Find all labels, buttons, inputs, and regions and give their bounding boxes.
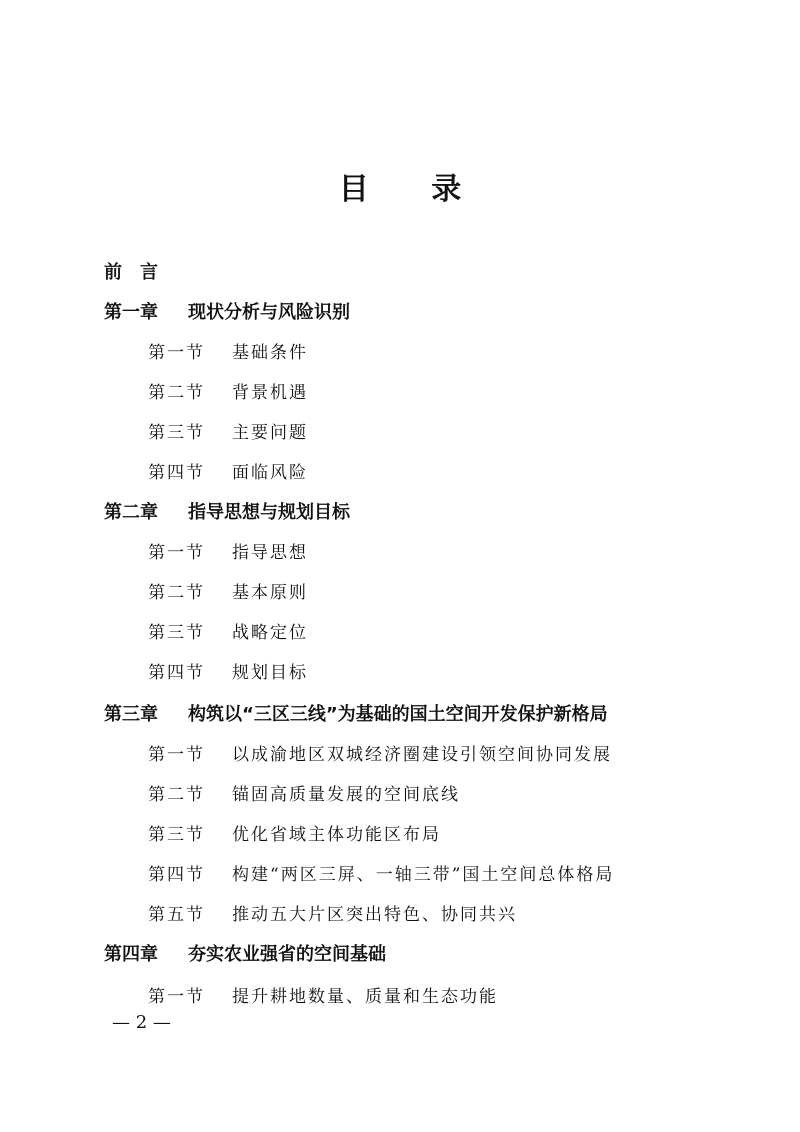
toc-chapter (104, 298, 350, 324)
section-label: 第五节 (148, 905, 205, 925)
section-label: 第一节 (148, 745, 205, 765)
section-label: 第二节 (148, 583, 205, 603)
toc-section (148, 740, 612, 765)
section-title: 基本原则 (232, 583, 308, 603)
toc-section (148, 780, 460, 805)
chapter-title: 构筑以“三区三线”为基础的国土空间开发保护新格局 (188, 704, 608, 725)
toc-preface-label: 前 言 (104, 262, 158, 283)
section-title: 主要问题 (232, 423, 308, 443)
section-title: 指导思想 (232, 543, 308, 563)
section-title: 构建“两区三屏、一轴三带”国土空间总体格局 (232, 865, 615, 885)
section-label: 第三节 (148, 423, 205, 443)
page-number: — 2 — (112, 1012, 171, 1033)
toc-section (148, 860, 614, 885)
section-label: 第四节 (148, 865, 205, 885)
section-title: 背景机遇 (232, 383, 308, 403)
chapter-title: 夯实农业强省的空间基础 (188, 944, 386, 965)
section-label: 第二节 (148, 785, 205, 805)
section-title: 基础条件 (232, 343, 308, 363)
section-title: 规划目标 (232, 663, 308, 683)
toc-chapter (104, 940, 386, 966)
chapter-label: 第三章 (104, 704, 158, 725)
toc-section (148, 338, 308, 363)
toc-section (148, 982, 498, 1007)
toc-section (148, 538, 308, 563)
chapter-label: 第四章 (104, 944, 158, 965)
section-title: 锚固高质量发展的空间底线 (232, 785, 460, 805)
section-label: 第一节 (148, 987, 205, 1007)
section-label: 第四节 (148, 663, 205, 683)
toc-section (148, 578, 308, 603)
toc-section (148, 378, 308, 403)
chapter-title: 现状分析与风险识别 (188, 302, 350, 323)
toc-chapter (104, 498, 350, 524)
section-title: 优化省域主体功能区布局 (232, 825, 441, 845)
section-label: 第一节 (148, 543, 205, 563)
section-label: 第三节 (148, 623, 205, 643)
section-title: 战略定位 (232, 623, 308, 643)
section-title: 提升耕地数量、质量和生态功能 (232, 987, 498, 1007)
section-title: 以成渝地区双城经济圈建设引领空间协同发展 (232, 745, 612, 765)
section-title: 面临风险 (232, 463, 308, 483)
section-label: 第三节 (148, 825, 205, 845)
toc-section (148, 618, 308, 643)
chapter-title: 指导思想与规划目标 (188, 502, 350, 523)
section-label: 第二节 (148, 383, 205, 403)
section-label: 第一节 (148, 343, 205, 363)
toc-chapter (104, 700, 608, 726)
toc-section (148, 658, 308, 683)
page-title: 目 录 (338, 172, 488, 207)
section-title: 推动五大片区突出特色、协同共兴 (232, 905, 517, 925)
toc-preface (104, 258, 158, 284)
chapter-label: 第二章 (104, 502, 158, 523)
chapter-label: 第一章 (104, 302, 158, 323)
toc-section (148, 820, 441, 845)
toc-section (148, 900, 517, 925)
toc-section (148, 418, 308, 443)
section-label: 第四节 (148, 463, 205, 483)
toc-section (148, 458, 308, 483)
